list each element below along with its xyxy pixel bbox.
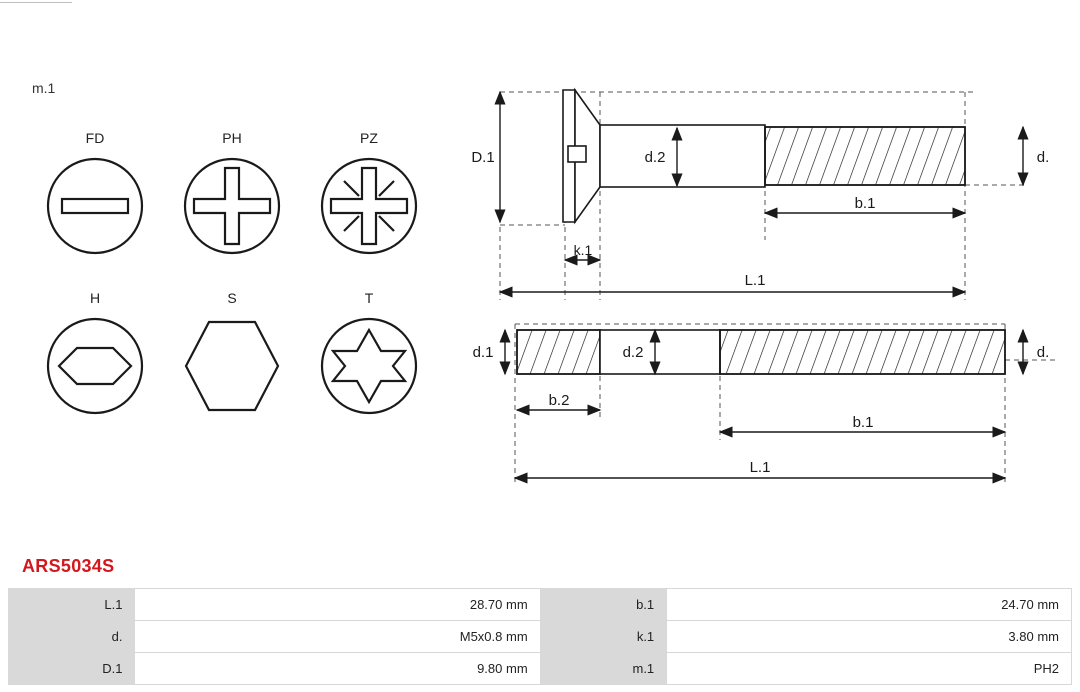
spec-value: 3.80 mm	[667, 621, 1072, 653]
dim-d2-label: d.2	[622, 344, 644, 361]
dim-b2-label: b.2	[548, 392, 570, 409]
spec-key: d.	[9, 621, 135, 653]
spec-key: m.1	[540, 653, 667, 685]
dim-k1-label: k.1	[573, 242, 593, 258]
dim-d-label: d.	[1036, 344, 1050, 361]
dim-d1-label: d.1	[472, 344, 494, 361]
spec-value: 9.80 mm	[135, 653, 540, 685]
table-row	[9, 653, 1072, 685]
spec-value: M5x0.8 mm	[135, 621, 540, 653]
dim-L1-label: L.1	[749, 459, 771, 476]
torx-drive-icon	[319, 316, 419, 416]
dim-D1-label: D.1	[471, 149, 495, 166]
dim-L1-label: L.1	[744, 272, 766, 289]
top-rule	[0, 2, 72, 3]
drive-type-label: T	[364, 290, 374, 306]
drive-type-group	[30, 130, 430, 440]
table-row	[9, 589, 1072, 621]
dim-b1-label: b.1	[852, 414, 874, 431]
drive-type-ph	[167, 130, 297, 256]
hex-head-drive-icon	[182, 316, 282, 416]
double-end-stud-diagram	[455, 310, 1065, 500]
dim-b1-label: b.1	[854, 195, 876, 212]
spec-key: k.1	[540, 621, 667, 653]
dim-d2-label: d.2	[644, 149, 666, 166]
spec-value: 28.70 mm	[135, 589, 540, 621]
drive-type-t	[304, 290, 434, 416]
drive-type-label: PH	[222, 130, 242, 146]
drive-type-s	[167, 290, 297, 416]
slotted-drive-icon	[45, 156, 145, 256]
spec-value: 24.70 mm	[667, 589, 1072, 621]
drive-type-label: FD	[85, 130, 105, 146]
spec-value: PH2	[667, 653, 1072, 685]
table-row	[9, 621, 1072, 653]
dim-d-label: d.	[1036, 149, 1050, 166]
m1-label: m.1	[32, 80, 56, 96]
spec-key: b.1	[540, 589, 667, 621]
drive-type-label: H	[89, 290, 101, 306]
drive-type-h	[30, 290, 160, 416]
countersunk-screw-diagram	[455, 70, 1065, 320]
hex-socket-drive-icon	[45, 316, 145, 416]
spec-table	[8, 588, 1072, 685]
drive-type-label: PZ	[360, 130, 378, 146]
part-code: ARS5034S	[22, 556, 115, 576]
spec-key: L.1	[9, 589, 135, 621]
phillips-drive-icon	[182, 156, 282, 256]
drive-type-fd	[30, 130, 160, 256]
pozidriv-drive-icon	[319, 156, 419, 256]
drive-type-pz	[304, 130, 434, 256]
drive-type-label: S	[227, 290, 237, 306]
spec-key: D.1	[9, 653, 135, 685]
